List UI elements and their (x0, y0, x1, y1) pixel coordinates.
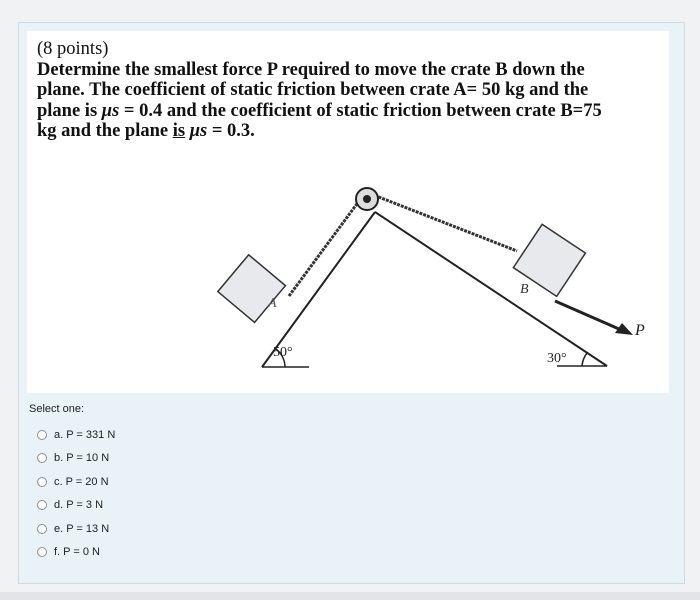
answer-section (29, 403, 329, 564)
question-panel (27, 31, 669, 393)
question-line-2: plane. The coefficient of static friction between crate A= 50 kg and the (37, 80, 589, 100)
radio-button[interactable] (37, 453, 47, 463)
answer-option[interactable] (29, 470, 329, 494)
question-line-3a: plane is (37, 100, 102, 121)
crate-b-label: B (520, 282, 529, 297)
radio-button[interactable] (37, 524, 47, 534)
radio-button[interactable] (37, 430, 47, 440)
answer-option-label: d. P = 3 N (54, 499, 104, 512)
bottom-edge (0, 592, 700, 600)
force-arrow-shaft (555, 301, 619, 329)
radio-button[interactable] (37, 500, 47, 510)
question-line-4a: kg and the plane (37, 121, 173, 141)
pulley-hub (363, 195, 371, 203)
mu-symbol-a: μs (101, 100, 120, 121)
quiz-frame (18, 22, 685, 584)
crate-a-label: A (268, 296, 277, 311)
answer-option-label: e. P = 13 N (54, 522, 110, 535)
angle-arc-right (582, 353, 587, 366)
points-label: (8 points) (37, 39, 109, 59)
rope-right (371, 194, 517, 251)
select-one-label: Select one: (29, 403, 85, 415)
answer-option[interactable] (29, 423, 329, 447)
mu-symbol-b: μs (189, 121, 208, 141)
radio-button[interactable] (37, 477, 47, 487)
answer-option[interactable] (29, 517, 329, 541)
answer-option-label: a. P = 331 N (54, 428, 116, 441)
angle-left-label: 50° (273, 345, 293, 360)
answer-option[interactable] (29, 541, 329, 565)
angle-right-label: 30° (547, 351, 567, 366)
crate-a (218, 255, 286, 323)
right-incline-line (375, 212, 607, 366)
answer-option-label: f. P = 0 N (54, 546, 100, 559)
question-line-3b: = 0.4 and the coefficient of static friction between crate B=75 (119, 100, 602, 121)
answer-option[interactable] (29, 447, 329, 471)
question-line-4u: is (172, 121, 186, 141)
force-label: P (635, 322, 645, 339)
answer-option[interactable] (29, 494, 329, 518)
question-line-4b: = 0.3. (207, 121, 255, 141)
radio-button[interactable] (37, 547, 47, 557)
answer-option-label: c. P = 20 N (54, 475, 109, 488)
incline-diagram (27, 31, 669, 393)
answer-options (29, 423, 329, 564)
answer-option-label: b. P = 10 N (54, 452, 110, 465)
question-line-1: Determine the smallest force P required to move the crate B down the (37, 59, 585, 80)
